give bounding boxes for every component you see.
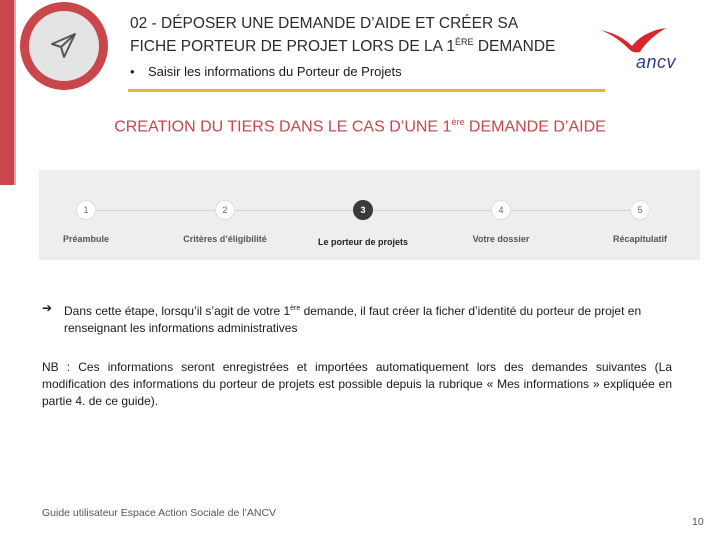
subtitle-bullet — [130, 64, 402, 79]
section-heading-end: DEMANDE D’AIDE — [464, 118, 606, 136]
section-heading-text: CREATION DU TIERS DANS LE CAS D’UNE 1 — [114, 118, 452, 136]
instruction-text-end: demande, il faut créer la ficher d’identité du porteur de projet en renseignant les informations administratives — [64, 304, 642, 335]
section-badge — [20, 2, 108, 90]
page-title-line2-text: FICHE PORTEUR DE PROJET LORS DE LA 1 — [130, 38, 456, 56]
page-title — [130, 14, 600, 56]
step-3-circle-active[interactable]: 3 — [353, 200, 373, 220]
instruction-text — [42, 300, 662, 337]
footer-text: Guide utilisateur Espace Action Sociale de l’ANCV — [42, 507, 277, 519]
arrow-icon: ➔ — [42, 301, 53, 315]
page-title-line1: 02 - DÉPOSER UNE DEMANDE D’AIDE ET CRÉER SA — [130, 15, 519, 32]
paper-plane-icon — [48, 30, 80, 62]
progress-stepper — [39, 170, 700, 260]
section-badge-inner — [29, 11, 99, 81]
instruction-paragraph — [42, 300, 662, 337]
step-1-label[interactable]: Préambule — [62, 234, 110, 244]
bullet-marker: • — [130, 64, 135, 79]
step-5-label[interactable]: Récapitulatif — [612, 234, 667, 244]
step-1-circle[interactable]: 1 — [76, 200, 96, 220]
step-2-circle[interactable]: 2 — [215, 200, 235, 220]
instruction-text-start: Dans cette étape, lorsqu’il s’agit de votre 1 — [64, 304, 291, 318]
ancv-logo-text: ancv — [636, 52, 677, 72]
section-heading-superscript: ère — [451, 117, 465, 127]
step-4-label[interactable]: Votre dossier — [472, 234, 530, 244]
step-4-circle[interactable]: 4 — [491, 200, 511, 220]
page-title-line2 — [130, 33, 600, 56]
page-number: 10 — [692, 516, 704, 528]
page-title-superscript: ÈRE — [455, 37, 474, 47]
step-5-circle[interactable]: 5 — [630, 200, 650, 220]
left-accent-bar — [0, 0, 14, 185]
page-title-line2-end: DEMANDE — [473, 38, 556, 56]
note-paragraph: NB : Ces informations seront enregistrées et importées automatiquement lors des demandes suivantes (La modification des informations du porteur de projets est possible depuis la rubrique « Mes informations » expliquée en partie 4. de ce guide). — [42, 360, 672, 408]
step-3-label-active[interactable]: Le porteur de projets — [317, 237, 408, 247]
instruction-superscript: ère — [290, 305, 301, 312]
step-2-label[interactable]: Critères d’éligibilité — [183, 234, 267, 244]
bullet-text: Saisir les informations du Porteur de Projets — [148, 64, 402, 79]
left-accent-bar-thin — [14, 0, 16, 185]
title-underline — [128, 89, 605, 92]
section-heading — [0, 117, 720, 136]
